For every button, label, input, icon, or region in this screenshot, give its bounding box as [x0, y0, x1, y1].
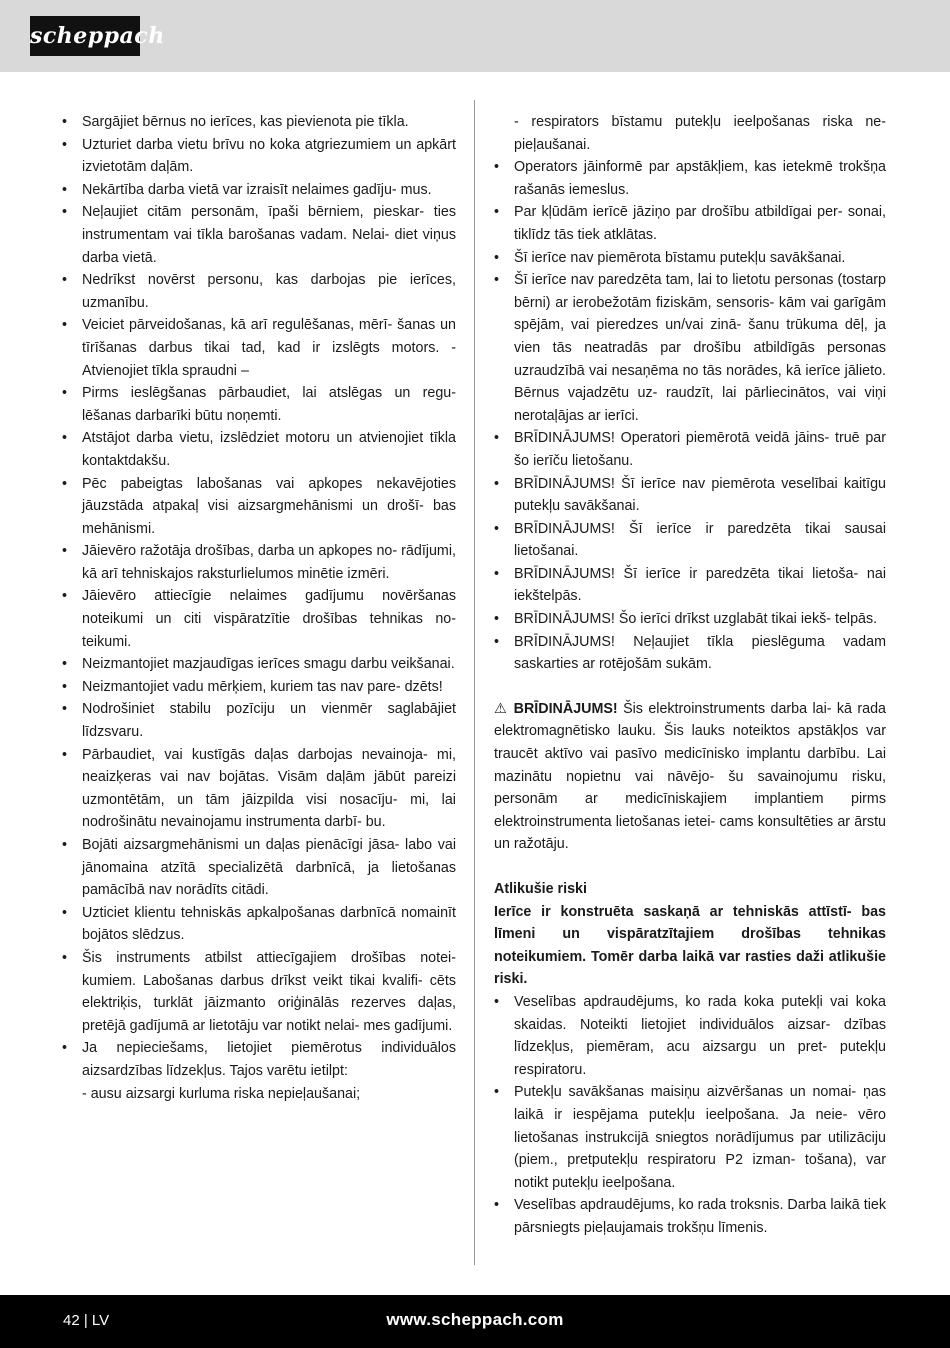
residual-risks-intro: Ierīce ir konstruēta saskaņā ar tehniskās attīstī- bas līmeni un vispāratzītajiem drošības tehnikas noteikumiem. Tomēr darba laikā var rasties daži atlikušie riski. — [494, 903, 886, 988]
emf-warning — [494, 698, 886, 856]
list-item: • Putekļu savākšanas maisiņu aizvēršanas un nomai- ņas laikā ir iespējama putekļu ieelpošana. Ja neie- vēro lietošanas instrukcijā sniegtos norādījumus par utilizāciju (piem., pretputekļu respiratoru P2 izman- tošana), var notikt putekļu ieelpošana. — [494, 1081, 886, 1194]
list-item: • Nekārtība darba vietā var izraisīt nelaimes gadīju- mus. — [62, 179, 456, 202]
list-item: • BRĪDINĀJUMS! Šī ierīce ir paredzēta tikai sausai lietošanai. — [494, 518, 886, 563]
list-item: • Veiciet pārveidošanas, kā arī regulēšanas, mērī- šanas un tīrīšanas darbus tikai tad, kad ir izslēgts motors. - Atvienojiet tīkla spraudni – — [62, 314, 456, 382]
list-item: • Bojāti aizsargmehānismi un daļas pienācīgi jāsa- labo vai jānomaina atzītā specializētā darbnīcā, ja lietošanas pamācībā nav norādīts citādi. — [62, 834, 456, 902]
list-item: • Šī ierīce nav piemērota bīstamu putekļu savākšanai. — [494, 247, 886, 270]
ear-protection-line: - ausu aizsargi kurluma riska nepieļaušanai; — [82, 1085, 361, 1102]
list-item: • Par kļūdām ierīcē jāziņo par drošību atbildīgai per- sonai, tiklīdz tās tiek atklātas. — [494, 201, 886, 246]
warning-triangle-icon: ⚠ — [494, 700, 509, 717]
list-item: • Jāievēro attiecīgie nelaimes gadījumu novēršanas noteikumi un citi vispāratzītie drošības tehnikas no- teikumi. — [62, 585, 456, 653]
respirator-line: - respirators bīstamu putekļu ieelpošanas riska ne- pieļaušanai. — [514, 114, 886, 153]
warning-label: BRĪDINĀJUMS! — [513, 700, 618, 717]
list-item: • Uzticiet klientu tehniskās apkalpošanas darbnīcā nomainīt bojātos slēdzus. — [62, 902, 456, 947]
column-divider — [474, 100, 475, 1265]
list-item: • Ja nepieciešams, lietojiet piemērotus individuālos aizsardzības līdzekļus. Tajos varētu ietilpt: — [62, 1037, 456, 1082]
list-item: • Neizmantojiet mazjaudīgas ierīces smagu darbu veikšanai. — [62, 653, 456, 676]
list-item: • BRĪDINĀJUMS! Šo ierīci drīkst uzglabāt tikai iekš- telpās. — [494, 608, 886, 631]
list-item: • Pirms ieslēgšanas pārbaudiet, lai atslēgas un regu- lēšanas darbarīki būtu noņemti. — [62, 382, 456, 427]
list-item: • BRĪDINĀJUMS! Neļaujiet tīkla pieslēguma vadam saskarties ar rotējošām sukām. — [494, 631, 886, 676]
right-column — [494, 111, 886, 1240]
list-item: • Jāievēro ražotāja drošības, darba un apkopes no- rādījumi, kā arī tehniskajos raksturlielumos minētie izmēri. — [62, 540, 456, 585]
list-item: • Neļaujiet citām personām, īpaši bērniem, pieskar- ties instrumentam vai tīkla barošanas vadam. Nelai- diet viņus darba vietā. — [62, 201, 456, 269]
residual-risks-heading: Atlikušie riski — [494, 881, 587, 897]
list-item: • Uzturiet darba vietu brīvu no koka atgriezumiem un apkārt izvietotām daļām. — [62, 134, 456, 179]
list-item: • Veselības apdraudējums, ko rada koka putekļi vai koka skaidas. Noteikti lietojiet individuālos aizsar- dzības līdzekļus, piemēram, acu aizsargu un pret- putekļu respiratoru. — [494, 991, 886, 1081]
footer-bar — [0, 1295, 950, 1348]
warning-text: Šis elektroinstruments darba lai- kā rada elektromagnētisko lauku. Šis lauks noteiktos apstākļos var traucēt aktīvo vai pasīvo medicīnisko implantu darbību. Lai mazinātu nopietnu vai nāvējo- šu savainojumu risku, personām ar medicīniskajiem implantiem pirms elektroinstrumenta lietošanas ietei- cams konsultēties ar ārstu un ražotāju. — [494, 700, 886, 853]
list-item: • BRĪDINĀJUMS! Šī ierīce ir paredzēta tikai lietoša- nai iekštelpās. — [494, 563, 886, 608]
list-item: • Veselības apdraudējums, ko rada troksnis. Darba laikā tiek pārsniegts pieļaujamais trokšņu līmenis. — [494, 1194, 886, 1239]
header-band — [0, 0, 950, 72]
safety-list-continued — [494, 156, 886, 676]
list-item: • BRĪDINĀJUMS! Operatori piemērotā veidā jāins- truē par šo ierīču lietošanu. — [494, 427, 886, 472]
list-item: • Šis instruments atbilst attiecīgajiem drošības notei- kumiem. Labošanas darbus drīkst veikt tikai kvalifi- cēts elektriķis, turklāt jāizmanto oriģinālās rezerves daļas, pretējā gadījumā ar lietotāju var notikt nelai- mes gadījumi. — [62, 947, 456, 1037]
list-item: • Atstājot darba vietu, izslēdziet motoru un atvienojiet tīkla kontaktdakšu. — [62, 427, 456, 472]
safety-list — [62, 111, 456, 1083]
page-number: 42 | LV — [63, 1312, 110, 1329]
website-link[interactable]: www.scheppach.com — [386, 1310, 564, 1329]
scheppach-logo: scheppach — [30, 16, 140, 56]
list-item: • Šī ierīce nav paredzēta tam, lai to lietotu personas (tostarp bērni) ar ierobežotām fiziskām, sensoris- kām vai garīgām spējām, vai pieredzes un/vai zinā- šanu trūkuma dēļ, ja vien tās neatradās par drošību atbildīgās personas uzraudzībā vai nesaņēma no tās norādes, kā ierīce jālieto. Bērnus vajadzētu uz- raudzīt, lai pārliecinātos, vai viņi nerotaļājas ar ierīci. — [494, 269, 886, 427]
list-item: • Pēc pabeigtas labošanas vai apkopes nekavējoties jāuzstāda atpakaļ visi aizsargmehānismi un drošī- bas mehānismi. — [62, 473, 456, 541]
list-item: • Neizmantojiet vadu mērķiem, kuriem tas nav pare- dzēts! — [62, 676, 456, 699]
list-item: • BRĪDINĀJUMS! Šī ierīce nav piemērota veselībai kaitīgu putekļu savākšanai. — [494, 473, 886, 518]
list-item: • Sargājiet bērnus no ierīces, kas pievienota pie tīkla. — [62, 111, 456, 134]
list-item: • Nedrīkst novērst personu, kas darbojas pie ierīces, uzmanību. — [62, 269, 456, 314]
list-item: • Pārbaudiet, vai kustīgās daļas darbojas nevainoja- mi, neaizķeras vai nav bojātas. Visām daļām jābūt pareizi uzmontētām, un tām jāizpilda visi nosacīju- mi, lai nodrošinātu nevainojamu instrumenta darbī- bu. — [62, 744, 456, 834]
residual-risks-list — [494, 991, 886, 1240]
list-item: • Nodrošiniet stabilu pozīciju un vienmēr saglabājiet līdzsvaru. — [62, 698, 456, 743]
list-item: • Operators jāinformē par apstākļiem, kas ietekmē trokšņa rašanās iemeslus. — [494, 156, 886, 201]
left-column — [62, 111, 456, 1105]
